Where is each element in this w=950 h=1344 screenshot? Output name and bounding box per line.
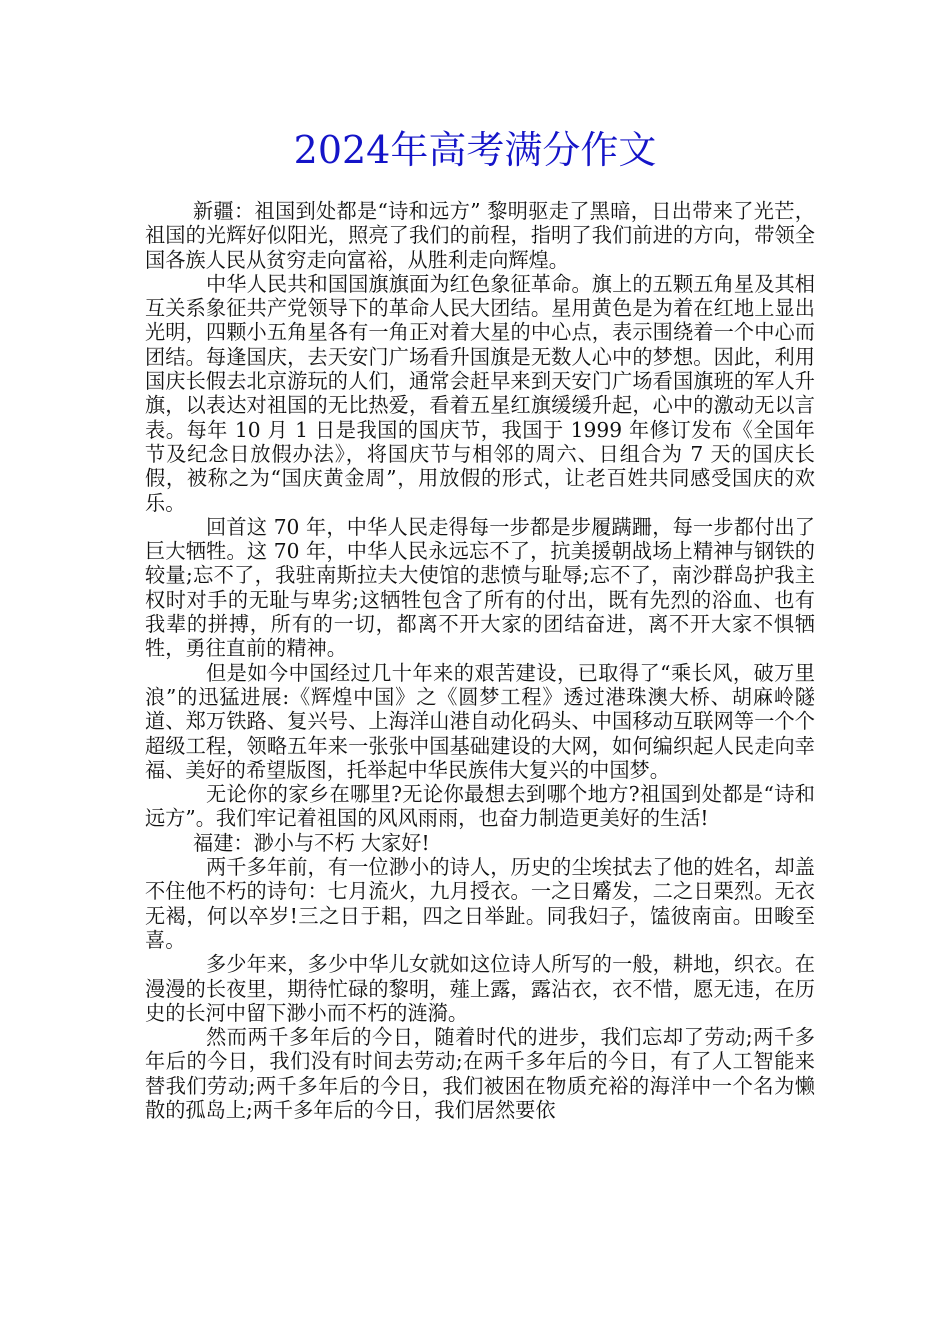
- document-body: [145, 199, 815, 1122]
- paragraph: 中华人民共和国国旗旗面为红色象征革命。旗上的五颗五角星及其相互关系象征共产党领导下的革命人民大团结。星用黄色是为着在红地上显出光明，四颗小五角星各有一角正对着大星的中心点，表示围绕着一个中心而团结。每逢国庆，去天安门广场看升国旗是无数人心中的梦想。因此，利用国庆长假去北京游玩的人们，通常会赶早来到天安门广场看国旗班的军人升旗，以表达对祖国的无比热爱，看着五星红旗缓缓升起，心中的激动无以言表。每年 10 月 1 日是我国的国庆节，我国于 1999 年修订发布《全国年节及纪念日放假办法》，将国庆节与相邻的周六、日组合为 7 天的国庆长假，被称之为“国庆黄金周”，用放假的形式，让老百姓共同感受国庆的欢乐。: [145, 271, 815, 515]
- paragraph: 回首这 70 年，中华人民走得每一步都是步履蹒跚，每一步都付出了巨大牺牲。这 70 年，中华人民永远忘不了，抗美援朝战场上精神与钢铁的较量;忘不了，我驻南斯拉夫大使馆的悲愤与耻辱;忘不了，南沙群岛护我主权时对手的无耻与卑劣;这牺牲包含了所有的付出，既有先烈的浴血、也有我辈的拼搏，所有的一切，都离不开大家的团结奋进，离不开大家不惧牺牲，勇往直前的精神。: [145, 514, 815, 661]
- paragraph: 福建：渺小与不朽 大家好!: [193, 830, 430, 855]
- paragraph: 两千多年前，有一位渺小的诗人，历史的尘埃拭去了他的姓名，却盖不住他不朽的诗句：七月流火，九月授衣。一之日觱发，二之日栗烈。无衣无褐，何以卒岁!三之日于耜，四之日举趾。同我妇子，馌彼南亩。田畯至喜。: [145, 855, 815, 952]
- paragraph: 新疆：祖国到处都是“诗和远方” 黎明驱走了黑暗，日出带来了光芒，祖国的光辉好似阳光，照亮了我们的前程，指明了我们前进的方向，带领全国各族人民从贫穷走向富裕，从胜利走向辉煌。: [145, 199, 815, 272]
- paragraph: 多少年来，多少中华儿女就如这位诗人所写的一般，耕地，织衣。在漫漫的长夜里，期待忙碌的黎明，薤上露，露沾衣，衣不惜，愿无违，在历史的长河中留下渺小而不朽的涟漪。: [145, 952, 815, 1025]
- paragraph: 但是如今中国经过几十年来的艰苦建设，已取得了“乘长风，破万里浪”的迅猛进展:《辉煌中国》之《圆梦工程》透过港珠澳大桥、胡麻岭隧道、郑万铁路、复兴号、上海洋山港自动化码头、中国移动互联网等一个个超级工程，领略五年来一张张中国基础建设的大网，如何编织起人民走向幸福、美好的希望版图，托举起中华民族伟大复兴的中国梦。: [145, 660, 815, 782]
- paragraph: 然而两千多年后的今日，随着时代的进步，我们忘却了劳动;两千多年后的今日，我们没有时间去劳动;在两千多年后的今日，有了人工智能来替我们劳动;两千多年后的今日，我们被困在物质充裕的海洋中一个名为懒散的孤岛上;两千多年后的今日，我们居然要依: [145, 1025, 815, 1122]
- paragraph: 无论你的家乡在哪里?无论你最想去到哪个地方?祖国到处都是“诗和远方”。我们牢记着祖国的风风雨雨，也奋力制造更美好的生活!: [145, 782, 815, 831]
- document-title: 2024年高考满分作文: [293, 128, 657, 172]
